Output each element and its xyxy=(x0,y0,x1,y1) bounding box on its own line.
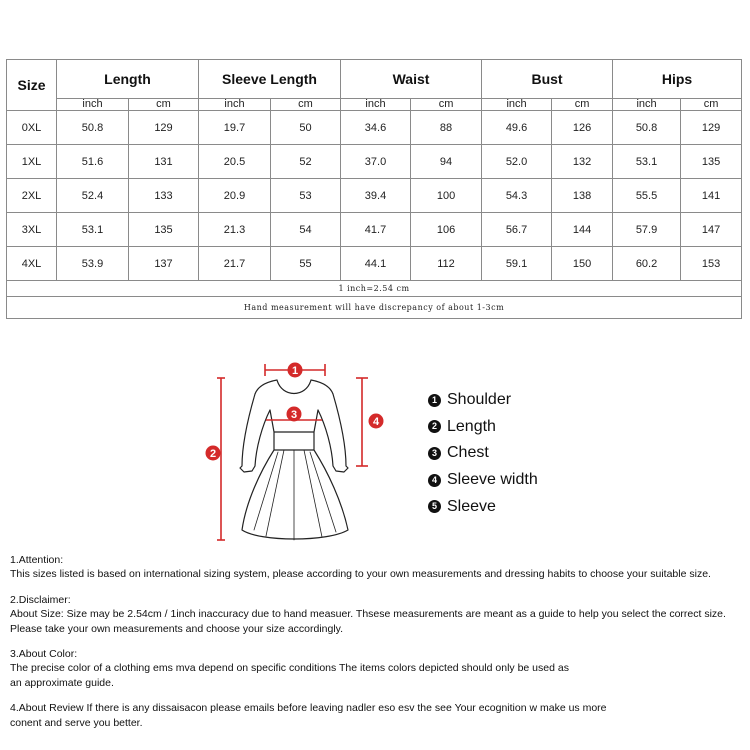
unit-cm: cm xyxy=(681,99,742,111)
value-cell: 19.7 xyxy=(199,111,271,145)
table-row xyxy=(7,145,742,179)
value-cell: 52 xyxy=(271,145,341,179)
value-cell: 21.7 xyxy=(199,247,271,281)
value-cell: 21.3 xyxy=(199,213,271,247)
value-cell: 57.9 xyxy=(613,213,681,247)
note-text: Please take your own measurements and choose your size accordingly. xyxy=(10,622,344,635)
color-note xyxy=(10,647,748,690)
value-cell: 112 xyxy=(411,247,482,281)
legend-item xyxy=(428,414,538,441)
value-cell: 37.0 xyxy=(341,145,411,179)
value-cell: 55 xyxy=(271,247,341,281)
value-cell: 147 xyxy=(681,213,742,247)
value-cell: 60.2 xyxy=(613,247,681,281)
value-cell: 129 xyxy=(129,111,199,145)
value-cell: 100 xyxy=(411,179,482,213)
table-row xyxy=(7,213,742,247)
value-cell: 54 xyxy=(271,213,341,247)
value-cell: 135 xyxy=(129,213,199,247)
unit-inch: inch xyxy=(199,99,271,111)
bust-header: Bust xyxy=(482,60,613,99)
measurement-row xyxy=(7,297,742,319)
value-cell: 135 xyxy=(681,145,742,179)
note-title: 3.About Color: xyxy=(10,648,78,661)
value-cell: 20.9 xyxy=(199,179,271,213)
marker-4-label: 4 xyxy=(372,416,380,428)
size-cell: 3XL xyxy=(7,213,57,247)
waist-header: Waist xyxy=(341,60,482,99)
table-header-row xyxy=(7,60,742,99)
value-cell: 131 xyxy=(129,145,199,179)
unit-cm: cm xyxy=(271,99,341,111)
value-cell: 50.8 xyxy=(613,111,681,145)
value-cell: 132 xyxy=(552,145,613,179)
value-cell: 150 xyxy=(552,247,613,281)
marker-3-label: 3 xyxy=(290,409,298,421)
value-cell: 153 xyxy=(681,247,742,281)
value-cell: 52.4 xyxy=(57,179,129,213)
table-row xyxy=(7,179,742,213)
unit-inch: inch xyxy=(613,99,681,111)
value-cell: 53.1 xyxy=(57,213,129,247)
measurement-note: Hand measurement will have discrepancy of about 1-3cm xyxy=(7,297,742,319)
legend-item xyxy=(428,467,538,494)
unit-header-row xyxy=(7,99,742,111)
unit-inch: inch xyxy=(57,99,129,111)
measurement-legend xyxy=(428,387,538,520)
value-cell: 53 xyxy=(271,179,341,213)
length-header: Length xyxy=(57,60,199,99)
conversion-row xyxy=(7,281,742,297)
value-cell: 20.5 xyxy=(199,145,271,179)
dress-measurement-diagram xyxy=(200,352,390,547)
unit-inch: inch xyxy=(341,99,411,111)
size-cell: 0XL xyxy=(7,111,57,145)
number-3-icon: 3 xyxy=(428,447,441,460)
unit-cm: cm xyxy=(129,99,199,111)
value-cell: 94 xyxy=(411,145,482,179)
value-cell: 144 xyxy=(552,213,613,247)
value-cell: 56.7 xyxy=(482,213,552,247)
legend-item xyxy=(428,493,538,520)
number-1-icon: 1 xyxy=(428,394,441,407)
value-cell: 141 xyxy=(681,179,742,213)
value-cell: 44.1 xyxy=(341,247,411,281)
marker-1-label: 1 xyxy=(291,365,299,377)
size-header: Size xyxy=(7,60,57,111)
value-cell: 133 xyxy=(129,179,199,213)
size-cell: 1XL xyxy=(7,145,57,179)
value-cell: 53.1 xyxy=(613,145,681,179)
value-cell: 50.8 xyxy=(57,111,129,145)
legend-item xyxy=(428,387,538,414)
value-cell: 55.5 xyxy=(613,179,681,213)
number-5-icon: 5 xyxy=(428,500,441,513)
size-cell: 4XL xyxy=(7,247,57,281)
value-cell: 106 xyxy=(411,213,482,247)
note-text: About Size: Size may be 2.54cm / 1inch inaccuracy due to hand measuer. Thsese measurements are meant as a guide to help you select the correct size. xyxy=(10,608,726,621)
value-cell: 41.7 xyxy=(341,213,411,247)
legend-label: Chest xyxy=(447,444,489,462)
unit-cm: cm xyxy=(552,99,613,111)
size-chart-table xyxy=(6,59,742,319)
value-cell: 138 xyxy=(552,179,613,213)
value-cell: 34.6 xyxy=(341,111,411,145)
value-cell: 126 xyxy=(552,111,613,145)
value-cell: 59.1 xyxy=(482,247,552,281)
conversion-note: 1 inch=2.54 cm xyxy=(7,281,742,297)
review-note xyxy=(10,701,748,730)
marker-2-label: 2 xyxy=(209,448,217,460)
note-text: an approximate guide. xyxy=(10,676,114,689)
value-cell: 49.6 xyxy=(482,111,552,145)
disclaimer-note xyxy=(10,593,748,636)
value-cell: 129 xyxy=(681,111,742,145)
note-title: 2.Disclaimer: xyxy=(10,593,71,606)
sleeve-length-header: Sleeve Length xyxy=(199,60,341,99)
unit-inch: inch xyxy=(482,99,552,111)
legend-label: Length xyxy=(447,417,496,435)
value-cell: 52.0 xyxy=(482,145,552,179)
value-cell: 137 xyxy=(129,247,199,281)
table-row xyxy=(7,111,742,145)
table-row xyxy=(7,247,742,281)
unit-cm: cm xyxy=(411,99,482,111)
notes-section xyxy=(10,553,748,741)
hips-header: Hips xyxy=(613,60,742,99)
legend-label: Sleeve width xyxy=(447,471,538,489)
number-4-icon: 4 xyxy=(428,474,441,487)
note-text: conent and serve you better. xyxy=(10,716,143,729)
number-2-icon: 2 xyxy=(428,420,441,433)
attention-note xyxy=(10,553,748,582)
size-cell: 2XL xyxy=(7,179,57,213)
value-cell: 39.4 xyxy=(341,179,411,213)
value-cell: 51.6 xyxy=(57,145,129,179)
value-cell: 88 xyxy=(411,111,482,145)
value-cell: 50 xyxy=(271,111,341,145)
legend-label: Sleeve xyxy=(447,497,496,515)
note-title: 1.Attention: xyxy=(10,554,64,566)
legend-label: Shoulder xyxy=(447,391,512,409)
note-text: 4.About Review If there is any dissaisacon please emails before leaving nadler eso esv the see Your ecognition w make us more xyxy=(10,702,607,715)
value-cell: 53.9 xyxy=(57,247,129,281)
legend-item xyxy=(428,440,538,467)
note-text: This sizes listed is based on international sizing system, please according to your own measurements and dressing habits to choose your suitable size. xyxy=(10,568,711,581)
value-cell: 54.3 xyxy=(482,179,552,213)
note-text: The precise color of a clothing ems mva depend on specific conditions The items colors depicted should only be used as xyxy=(10,662,569,675)
